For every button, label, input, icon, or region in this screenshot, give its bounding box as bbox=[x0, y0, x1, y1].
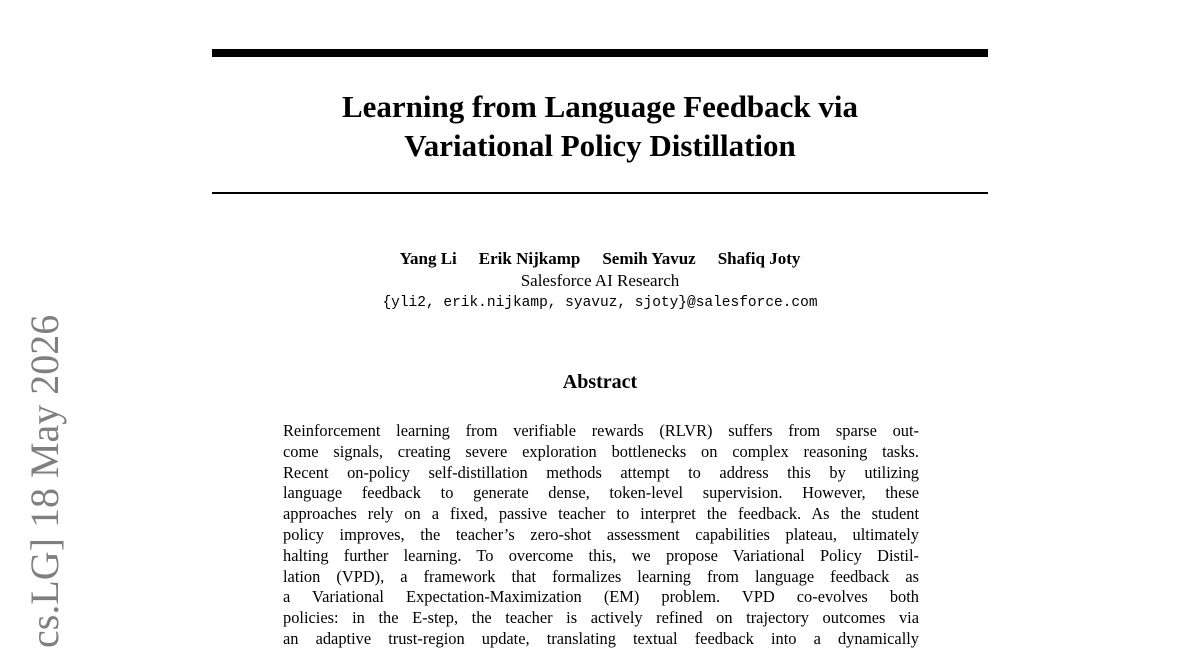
abstract-line: language feedback to generate dense, token-level supervision. However, these bbox=[283, 483, 919, 503]
title-line: Learning from Language Feedback via bbox=[341, 89, 859, 124]
abstract-line: a Variational Expectation-Maximization (EM) problem. VPD co-evolves both bbox=[283, 587, 919, 607]
author-name: Shafiq Joty bbox=[717, 249, 801, 268]
affiliation: Salesforce AI Research bbox=[520, 271, 680, 290]
abstract-heading: Abstract bbox=[562, 371, 638, 393]
author-list bbox=[212, 248, 988, 270]
abstract-line: halting further learning. To overcome this, we propose Variational Policy Distil- bbox=[283, 545, 919, 565]
paper-title bbox=[212, 87, 988, 165]
abstract-line: policy improves, the teacher’s zero-shot assessment capabilities plateau, ultimately bbox=[283, 524, 919, 544]
abstract-line: policies: in the E-step, the teacher is actively refined on trajectory outcomes via bbox=[283, 608, 919, 628]
author-name: Semih Yavuz bbox=[602, 249, 696, 268]
author-emails: {yli2, erik.nijkamp, syavuz, sjoty}@salesforce.com bbox=[382, 295, 818, 311]
abstract-line: Recent on-policy self-distillation methods attempt to address this by utilizing bbox=[283, 462, 919, 482]
title-line: Variational Policy Distillation bbox=[404, 128, 796, 163]
abstract-line: an adaptive trust-region update, translating textual feedback into a dynamically bbox=[283, 628, 919, 648]
abstract-body bbox=[283, 421, 919, 650]
abstract-line: Reinforcement learning from verifiable rewards (RLVR) suffers from sparse out- bbox=[283, 421, 919, 440]
abstract-line: approaches rely on a fixed, passive teacher to interpret the feedback. As the student bbox=[283, 504, 919, 524]
abstract-line: lation (VPD), a framework that formalizes learning from language feedback as bbox=[283, 566, 919, 586]
arxiv-identifier-stamp: cs.LG] 18 May 2026 bbox=[22, 314, 67, 648]
top-rule bbox=[212, 49, 988, 57]
author-name: Erik Nijkamp bbox=[478, 249, 581, 268]
title-rule bbox=[212, 192, 988, 194]
abstract-line: come signals, creating severe exploration bottlenecks on complex reasoning tasks. bbox=[283, 441, 919, 461]
author-name: Yang Li bbox=[399, 249, 457, 268]
